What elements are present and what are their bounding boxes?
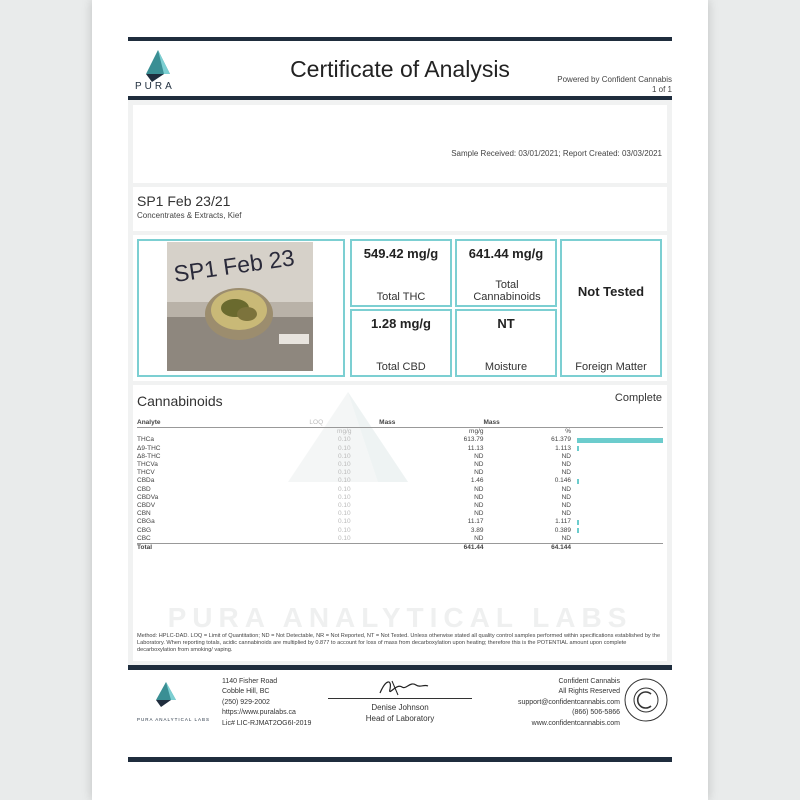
footer-bottom-rule [128,757,672,762]
loq-cell: 0.10 [337,493,351,501]
mass-bar [577,479,579,484]
foreign-matter-label: Foreign Matter [575,361,647,373]
total-mgg: 641.44 [379,544,483,553]
table-row [137,453,663,461]
table-row [137,502,663,510]
analyte-cell: CBGa [137,518,155,526]
loq-cell: 0.10 [337,526,351,534]
table-row [137,527,663,535]
unit-pct: % [565,428,571,436]
bar-cell [571,436,663,444]
address-line: (250) 929-2002 [222,698,270,706]
table-row [137,436,663,444]
mass-bar [577,438,663,443]
loq-cell: 0.10 [337,510,351,518]
mass-bar [577,528,579,533]
loq-cell: 0.10 [337,436,351,444]
total-bar [571,544,663,553]
powered-by-text: Powered by Confident Cannabis [557,75,672,84]
header-mass-pct: Mass [484,419,571,428]
signer-name: Denise Johnson [371,703,429,712]
table-row [137,494,663,502]
mass-bar [577,446,579,451]
mass-mgg-cell: 11.13 [467,444,484,452]
total-label: Total [137,544,309,553]
cannabinoids-table [137,419,663,552]
footer-logo-icon [150,680,186,712]
mass-pct-cell: 0.389 [554,526,571,534]
signature-line [328,698,472,699]
unit-analyte [137,428,309,437]
bar-cell [571,518,663,526]
moisture-value: NT [497,316,515,331]
mass-mgg-cell: ND [474,502,484,510]
mass-pct-cell: 1.113 [555,444,571,452]
table-row [137,518,663,526]
confident-cannabis-seal-icon [623,677,669,723]
bar-cell [571,469,663,477]
bar-cell [571,494,663,502]
loq-cell: 0.10 [337,485,351,493]
mass-pct-cell: ND [561,534,571,542]
mass-mgg-cell: 3.89 [470,526,484,534]
loq-cell: 0.10 [337,469,351,477]
sample-name: SP1 Feb 23/21 [137,193,231,209]
total-pct: 64.144 [484,544,571,553]
cc-line: All Rights Reserved [558,688,620,696]
analyte-cell: THCa [137,436,154,444]
address-line: Cobble Hill, BC [222,688,270,696]
lab-address [222,677,311,729]
header-analyte: Analyte [137,419,309,428]
cc-line: support@confidentcannabis.com [517,698,620,706]
page-title: Certificate of Analysis [290,56,510,82]
bar-cell [571,461,663,469]
table-row [137,486,663,494]
analyte-cell: CBDV [137,502,156,510]
header-bar [571,419,663,428]
cc-line: Confident Cannabis [558,678,620,685]
mass-mgg-cell: ND [474,493,484,501]
analyte-cell: CBC [137,534,151,542]
header-loq: LOQ [309,419,379,428]
total-cannabinoids-label: Total Cannabinoids [473,279,541,303]
loq-cell: 0.10 [337,461,351,469]
mass-mgg-cell: ND [474,452,484,460]
mass-pct-cell: ND [561,510,571,518]
bar-cell [571,535,663,544]
mass-pct-cell: ND [561,485,571,493]
total-cbd-value: 1.28 mg/g [371,316,431,331]
moisture-label: Moisture [484,361,528,373]
loq-cell: 0.10 [337,477,351,485]
cc-line: www.confidentcannabis.com [531,719,620,727]
units-row [137,428,663,437]
mass-mgg-cell: ND [474,485,484,493]
address-line: 1140 Fisher Road [222,678,278,685]
total-cbd-card [350,309,452,377]
table-row [137,477,663,485]
analyte-cell: CBD [137,485,151,493]
mass-mgg-cell: ND [474,534,484,542]
mass-pct-cell: ND [561,452,571,460]
mass-pct-cell: ND [561,502,571,510]
mass-mgg-cell: ND [474,510,484,518]
mass-mgg-cell: ND [474,461,484,469]
pura-logo-text: PURA [135,81,175,92]
mass-mgg-cell: 11.17 [467,518,484,526]
sample-category: Concentrates & Extracts, Kief [137,211,242,220]
mass-pct-cell: ND [561,493,571,501]
sample-photo [167,242,313,371]
sample-dates: Sample Received: 03/01/2021; Report Created: 03/03/2021 [451,149,662,158]
mass-pct-cell: 61.379 [551,436,571,444]
loq-cell: 0.10 [337,518,351,526]
analyte-cell: THCV [137,469,155,477]
bar-cell [571,477,663,485]
analyte-cell: CBDa [137,477,155,485]
analyte-cell: Δ8-THC [137,452,161,460]
bar-cell [571,453,663,461]
header-rule [128,96,672,100]
mass-bar [577,520,579,525]
table-row [137,461,663,469]
total-loq [309,544,379,553]
foreign-matter-value: Not Tested [577,284,645,299]
address-line: Lic# LIC-RJMAT2OG6I-2019 [222,719,312,727]
cannabinoids-status: Complete [614,392,662,404]
total-thc-value: 549.42 mg/g [363,246,439,261]
loq-cell: 0.10 [337,534,351,542]
analyte-cell: CBG [137,526,152,534]
method-note: Method: HPLC-DAD. LOQ = Limit of Quantitation; ND = Not Detectable, NR = Not Reported, NT = Not Tested. Unless otherwise stated all quality control samples performed within specifications established by the Laboratory. When reporting totals, acidic cannabinoids are multiplied by 0.877 to account for loss of mass from decarboxylation upon heating; therefore this is the POTENTIAL amount upon complete decarboxylation from smoking/ vaping. [137,633,661,653]
top-rule [128,37,672,41]
cc-line: (866) 506-5866 [572,709,620,717]
analyte-cell: THCVa [137,461,158,469]
address-line: https://www.puralabs.ca [222,709,296,717]
footer-logo-text: PURA ANALYTICAL LABS [137,717,211,722]
mass-pct-cell: ND [561,469,571,477]
total-cbd-label: Total CBD [376,361,426,373]
table-row [137,510,663,518]
lab-watermark: PURA ANALYTICAL LABS [167,602,633,633]
loq-cell: 0.10 [337,444,351,452]
unit-loq: mg/g [337,428,352,436]
table-header-row [137,419,663,428]
mass-mgg-cell: 1.46 [470,477,484,485]
bar-cell [571,527,663,535]
table-row [137,445,663,453]
moisture-card [455,309,557,377]
bar-cell [571,445,663,453]
bar-cell [571,510,663,518]
bar-cell [571,486,663,494]
analyte-cell: CBDVa [137,493,159,501]
foreign-matter-card [560,239,662,377]
mass-pct-cell: 1.117 [555,518,571,526]
cc-contact [518,677,620,729]
total-row [137,544,663,553]
analyte-cell: Δ9-THC [137,444,161,452]
photo-handwriting: SP1 Feb 23 [172,244,296,287]
mass-pct-cell: 0.146 [554,477,571,485]
total-thc-card [350,239,452,307]
table-row [137,535,663,544]
footer-top-rule [128,665,672,670]
header-mass-mgg: Mass [379,419,483,428]
total-cannabinoids-card [455,239,557,307]
mass-mgg-cell: 613.79 [463,436,484,444]
loq-cell: 0.10 [337,502,351,510]
cannabinoids-title: Cannabinoids [137,393,223,409]
page-number: 1 of 1 [651,85,672,94]
unit-mgg: mg/g [469,428,484,436]
mass-pct-cell: ND [561,461,571,469]
analyte-cell: CBN [137,510,151,518]
powered-by [557,75,672,95]
signer-block [328,703,472,724]
total-thc-label: Total THC [376,291,426,303]
loq-cell: 0.10 [337,452,351,460]
total-cannabinoids-value: 641.44 mg/g [468,246,544,261]
table-row [137,469,663,477]
signer-title: Head of Laboratory [365,713,435,723]
bar-cell [571,502,663,510]
mass-mgg-cell: ND [474,469,484,477]
sample-dates-box [133,105,667,183]
signature-icon [372,675,432,699]
